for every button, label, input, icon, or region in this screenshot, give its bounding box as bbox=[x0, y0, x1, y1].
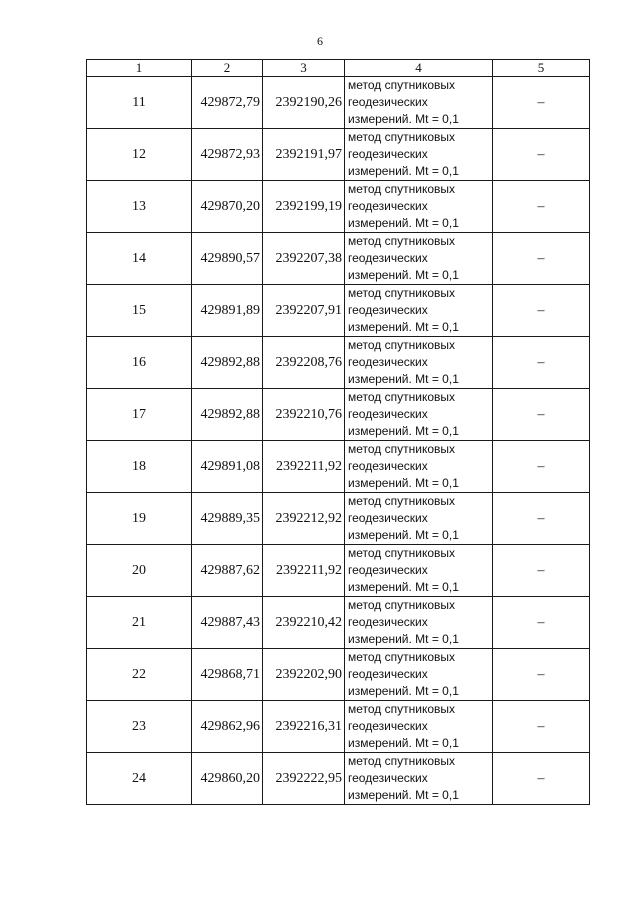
method-line: метод спутниковых bbox=[348, 130, 456, 144]
method-line: геодезических bbox=[348, 147, 428, 161]
x-coordinate-cell: 429870,20 bbox=[192, 181, 263, 233]
method-line: геодезических bbox=[348, 615, 428, 629]
method-line: геодезических bbox=[348, 407, 428, 421]
header-col-1: 1 bbox=[87, 60, 192, 77]
table-row bbox=[87, 389, 590, 441]
y-coordinate-cell: 2392212,92 bbox=[263, 493, 345, 545]
method-line: измерений. Mt = 0,1 bbox=[348, 528, 459, 542]
x-coordinate-cell: 429887,62 bbox=[192, 545, 263, 597]
x-coordinate-cell: 429892,88 bbox=[192, 389, 263, 441]
x-coordinate-cell: 429868,71 bbox=[192, 649, 263, 701]
table-body bbox=[87, 77, 590, 805]
y-coordinate-cell: 2392202,90 bbox=[263, 649, 345, 701]
y-coordinate-cell: 2392207,91 bbox=[263, 285, 345, 337]
point-number-cell: 23 bbox=[87, 701, 192, 753]
method-line: метод спутниковых bbox=[348, 338, 456, 352]
method-line: метод спутниковых bbox=[348, 754, 456, 768]
x-coordinate-cell: 429892,88 bbox=[192, 337, 263, 389]
note-cell: – bbox=[493, 649, 590, 701]
note-cell: – bbox=[493, 597, 590, 649]
y-coordinate-cell: 2392211,92 bbox=[263, 545, 345, 597]
point-number-cell: 21 bbox=[87, 597, 192, 649]
method-cell bbox=[345, 545, 493, 597]
y-coordinate-cell: 2392210,76 bbox=[263, 389, 345, 441]
method-cell bbox=[345, 597, 493, 649]
method-line: геодезических bbox=[348, 355, 428, 369]
method-line: измерений. Mt = 0,1 bbox=[348, 684, 459, 698]
method-cell bbox=[345, 233, 493, 285]
note-cell: – bbox=[493, 701, 590, 753]
method-line: метод спутниковых bbox=[348, 78, 456, 92]
y-coordinate-cell: 2392207,38 bbox=[263, 233, 345, 285]
table-row bbox=[87, 441, 590, 493]
method-cell bbox=[345, 181, 493, 233]
table-row bbox=[87, 649, 590, 701]
point-number-cell: 24 bbox=[87, 753, 192, 805]
method-line: измерений. Mt = 0,1 bbox=[348, 580, 459, 594]
method-line: измерений. Mt = 0,1 bbox=[348, 320, 459, 334]
header-col-4: 4 bbox=[345, 60, 493, 77]
y-coordinate-cell: 2392208,76 bbox=[263, 337, 345, 389]
note-cell: – bbox=[493, 753, 590, 805]
method-line: метод спутниковых bbox=[348, 182, 456, 196]
note-cell: – bbox=[493, 129, 590, 181]
note-cell: – bbox=[493, 77, 590, 129]
x-coordinate-cell: 429872,93 bbox=[192, 129, 263, 181]
table-row bbox=[87, 285, 590, 337]
table-row bbox=[87, 77, 590, 129]
table-row bbox=[87, 753, 590, 805]
point-number-cell: 12 bbox=[87, 129, 192, 181]
x-coordinate-cell: 429860,20 bbox=[192, 753, 263, 805]
method-line: геодезических bbox=[348, 459, 428, 473]
point-number-cell: 16 bbox=[87, 337, 192, 389]
method-line: метод спутниковых bbox=[348, 494, 456, 508]
method-line: геодезических bbox=[348, 199, 428, 213]
table-row bbox=[87, 701, 590, 753]
method-line: измерений. Mt = 0,1 bbox=[348, 268, 459, 282]
y-coordinate-cell: 2392190,26 bbox=[263, 77, 345, 129]
x-coordinate-cell: 429887,43 bbox=[192, 597, 263, 649]
method-line: метод спутниковых bbox=[348, 390, 456, 404]
point-number-cell: 13 bbox=[87, 181, 192, 233]
method-line: геодезических bbox=[348, 251, 428, 265]
method-line: геодезических bbox=[348, 511, 428, 525]
table-row bbox=[87, 181, 590, 233]
point-number-cell: 11 bbox=[87, 77, 192, 129]
method-line: измерений. Mt = 0,1 bbox=[348, 476, 459, 490]
table-row bbox=[87, 545, 590, 597]
note-cell: – bbox=[493, 545, 590, 597]
method-line: метод спутниковых bbox=[348, 234, 456, 248]
y-coordinate-cell: 2392199,19 bbox=[263, 181, 345, 233]
y-coordinate-cell: 2392191,97 bbox=[263, 129, 345, 181]
table-row bbox=[87, 233, 590, 285]
table-row bbox=[87, 493, 590, 545]
point-number-cell: 22 bbox=[87, 649, 192, 701]
method-cell bbox=[345, 493, 493, 545]
method-cell bbox=[345, 285, 493, 337]
method-line: метод спутниковых bbox=[348, 286, 456, 300]
method-line: измерений. Mt = 0,1 bbox=[348, 112, 459, 126]
point-number-cell: 15 bbox=[87, 285, 192, 337]
method-line: метод спутниковых bbox=[348, 598, 456, 612]
x-coordinate-cell: 429889,35 bbox=[192, 493, 263, 545]
method-cell bbox=[345, 441, 493, 493]
method-cell bbox=[345, 77, 493, 129]
point-number-cell: 18 bbox=[87, 441, 192, 493]
method-line: измерений. Mt = 0,1 bbox=[348, 164, 459, 178]
y-coordinate-cell: 2392222,95 bbox=[263, 753, 345, 805]
y-coordinate-cell: 2392210,42 bbox=[263, 597, 345, 649]
header-col-3: 3 bbox=[263, 60, 345, 77]
method-line: геодезических bbox=[348, 667, 428, 681]
note-cell: – bbox=[493, 493, 590, 545]
x-coordinate-cell: 429890,57 bbox=[192, 233, 263, 285]
method-line: измерений. Mt = 0,1 bbox=[348, 424, 459, 438]
method-cell bbox=[345, 649, 493, 701]
method-line: геодезических bbox=[348, 563, 428, 577]
note-cell: – bbox=[493, 337, 590, 389]
note-cell: – bbox=[493, 181, 590, 233]
method-cell bbox=[345, 753, 493, 805]
header-col-5: 5 bbox=[493, 60, 590, 77]
x-coordinate-cell: 429872,79 bbox=[192, 77, 263, 129]
point-number-cell: 20 bbox=[87, 545, 192, 597]
coordinates-table bbox=[86, 59, 590, 805]
y-coordinate-cell: 2392216,31 bbox=[263, 701, 345, 753]
note-cell: – bbox=[493, 389, 590, 441]
x-coordinate-cell: 429891,89 bbox=[192, 285, 263, 337]
note-cell: – bbox=[493, 285, 590, 337]
note-cell: – bbox=[493, 441, 590, 493]
table-header-row bbox=[87, 60, 590, 77]
method-line: геодезических bbox=[348, 303, 428, 317]
header-col-2: 2 bbox=[192, 60, 263, 77]
y-coordinate-cell: 2392211,92 bbox=[263, 441, 345, 493]
method-line: измерений. Mt = 0,1 bbox=[348, 372, 459, 386]
page-number: 6 bbox=[317, 34, 323, 48]
point-number-cell: 17 bbox=[87, 389, 192, 441]
note-cell: – bbox=[493, 233, 590, 285]
table-row bbox=[87, 597, 590, 649]
method-cell bbox=[345, 389, 493, 441]
method-cell bbox=[345, 701, 493, 753]
method-line: метод спутниковых bbox=[348, 702, 456, 716]
table-row bbox=[87, 129, 590, 181]
x-coordinate-cell: 429891,08 bbox=[192, 441, 263, 493]
method-line: измерений. Mt = 0,1 bbox=[348, 788, 459, 802]
point-number-cell: 14 bbox=[87, 233, 192, 285]
x-coordinate-cell: 429862,96 bbox=[192, 701, 263, 753]
method-line: геодезических bbox=[348, 719, 428, 733]
method-line: измерений. Mt = 0,1 bbox=[348, 632, 459, 646]
method-line: измерений. Mt = 0,1 bbox=[348, 736, 459, 750]
method-line: геодезических bbox=[348, 771, 428, 785]
method-line: измерений. Mt = 0,1 bbox=[348, 216, 459, 230]
method-line: метод спутниковых bbox=[348, 442, 456, 456]
method-cell bbox=[345, 337, 493, 389]
method-line: метод спутниковых bbox=[348, 650, 456, 664]
method-line: геодезических bbox=[348, 95, 428, 109]
method-line: метод спутниковых bbox=[348, 546, 456, 560]
point-number-cell: 19 bbox=[87, 493, 192, 545]
method-cell bbox=[345, 129, 493, 181]
table-row bbox=[87, 337, 590, 389]
